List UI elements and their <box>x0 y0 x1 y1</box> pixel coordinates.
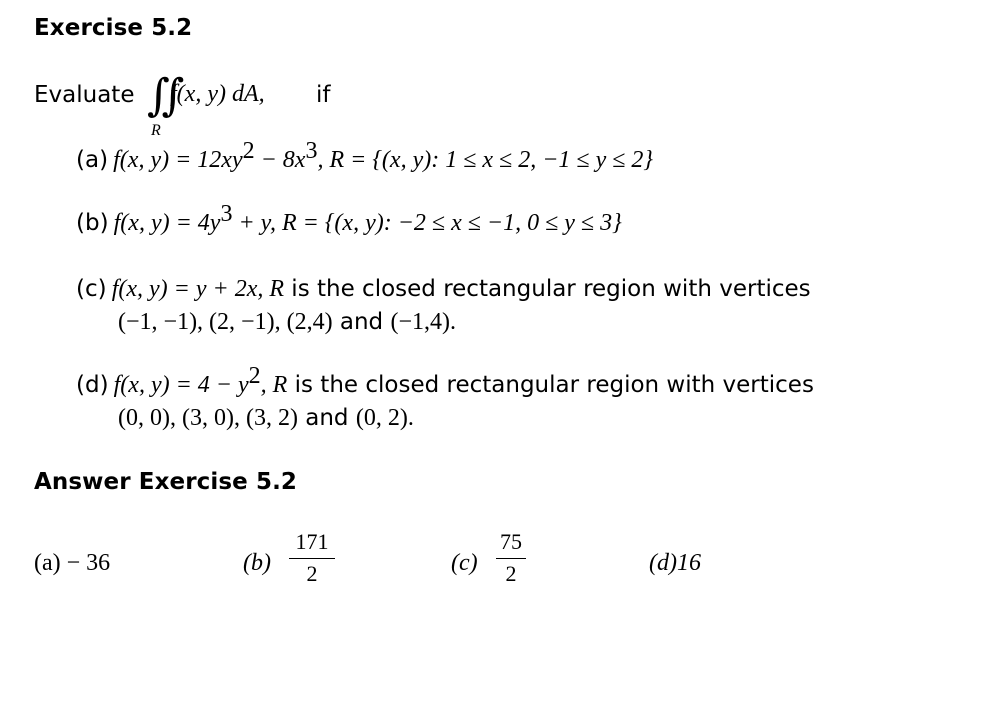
answer-c-numerator: 75 <box>500 529 522 554</box>
part-b <box>76 201 622 236</box>
part-a-exp2: 3 <box>305 138 318 164</box>
part-d-vertices-math: (0, 0), (3, 0), (3, 2) <box>118 405 298 431</box>
part-b-function: f(x, y) = 4y <box>113 210 221 236</box>
double-integral-symbol: ∬ <box>147 70 169 121</box>
integral-region: R <box>151 122 161 139</box>
part-d <box>76 363 814 398</box>
part-c-vertices-math: (−1, −1), (2, −1), (2,4) <box>118 309 333 335</box>
part-c-function: f(x, y) = y + 2x, R <box>111 276 284 302</box>
answer-b-label: (b) <box>243 550 271 576</box>
answer-b-fraction-bar <box>289 558 335 559</box>
answer-b-numerator: 171 <box>295 529 329 554</box>
part-a-region: , R = {(x, y): 1 ≤ x ≤ 2, −1 ≤ y ≤ 2} <box>317 147 653 173</box>
answer-a: (a) − 36 <box>34 550 111 576</box>
part-c-description: is the closed rectangular region with vertices <box>284 276 811 302</box>
part-a-exp1: 2 <box>242 138 255 164</box>
part-d-exp1: 2 <box>248 363 261 389</box>
answer-c-label: (c) <box>451 550 478 576</box>
answer-c-fraction <box>496 529 526 587</box>
part-a-mid: − 8x <box>254 147 306 173</box>
part-b-label: (b) <box>76 210 109 236</box>
answer-b-denominator: 2 <box>306 561 318 586</box>
part-c-and: and <box>332 309 391 335</box>
part-d-region-symbol: , R <box>260 372 288 398</box>
evaluate-text: Evaluate <box>34 82 135 108</box>
part-d-vertices <box>118 406 414 430</box>
part-c-label: (c) <box>76 276 107 302</box>
part-d-function: f(x, y) = 4 − y <box>113 372 249 398</box>
answer-d: (d)16 <box>649 550 701 576</box>
exercise-title: Exercise 5.2 <box>34 15 193 41</box>
part-a-function: f(x, y) = 12xy <box>113 147 243 173</box>
answer-b-fraction <box>289 529 335 587</box>
part-c-vertices <box>118 310 456 334</box>
part-d-label: (d) <box>76 372 109 398</box>
part-a-label: (a) <box>76 147 109 173</box>
part-a <box>76 138 653 173</box>
part-c-last-vertex: (−1,4). <box>390 309 456 335</box>
part-b-exp1: 3 <box>220 201 233 227</box>
if-text: if <box>316 82 331 108</box>
part-c <box>76 277 811 301</box>
answer-c-fraction-bar <box>496 558 526 559</box>
part-d-last-vertex: (0, 2). <box>355 405 414 431</box>
answer-c-denominator: 2 <box>505 561 517 586</box>
answer-title: Answer Exercise 5.2 <box>34 469 298 495</box>
integrand-expression: f(x, y) dA, <box>170 81 265 107</box>
part-d-description: is the closed rectangular region with vertices <box>287 372 814 398</box>
part-d-and: and <box>297 405 356 431</box>
part-b-region: + y, R = {(x, y): −2 ≤ x ≤ −1, 0 ≤ y ≤ 3} <box>232 210 622 236</box>
